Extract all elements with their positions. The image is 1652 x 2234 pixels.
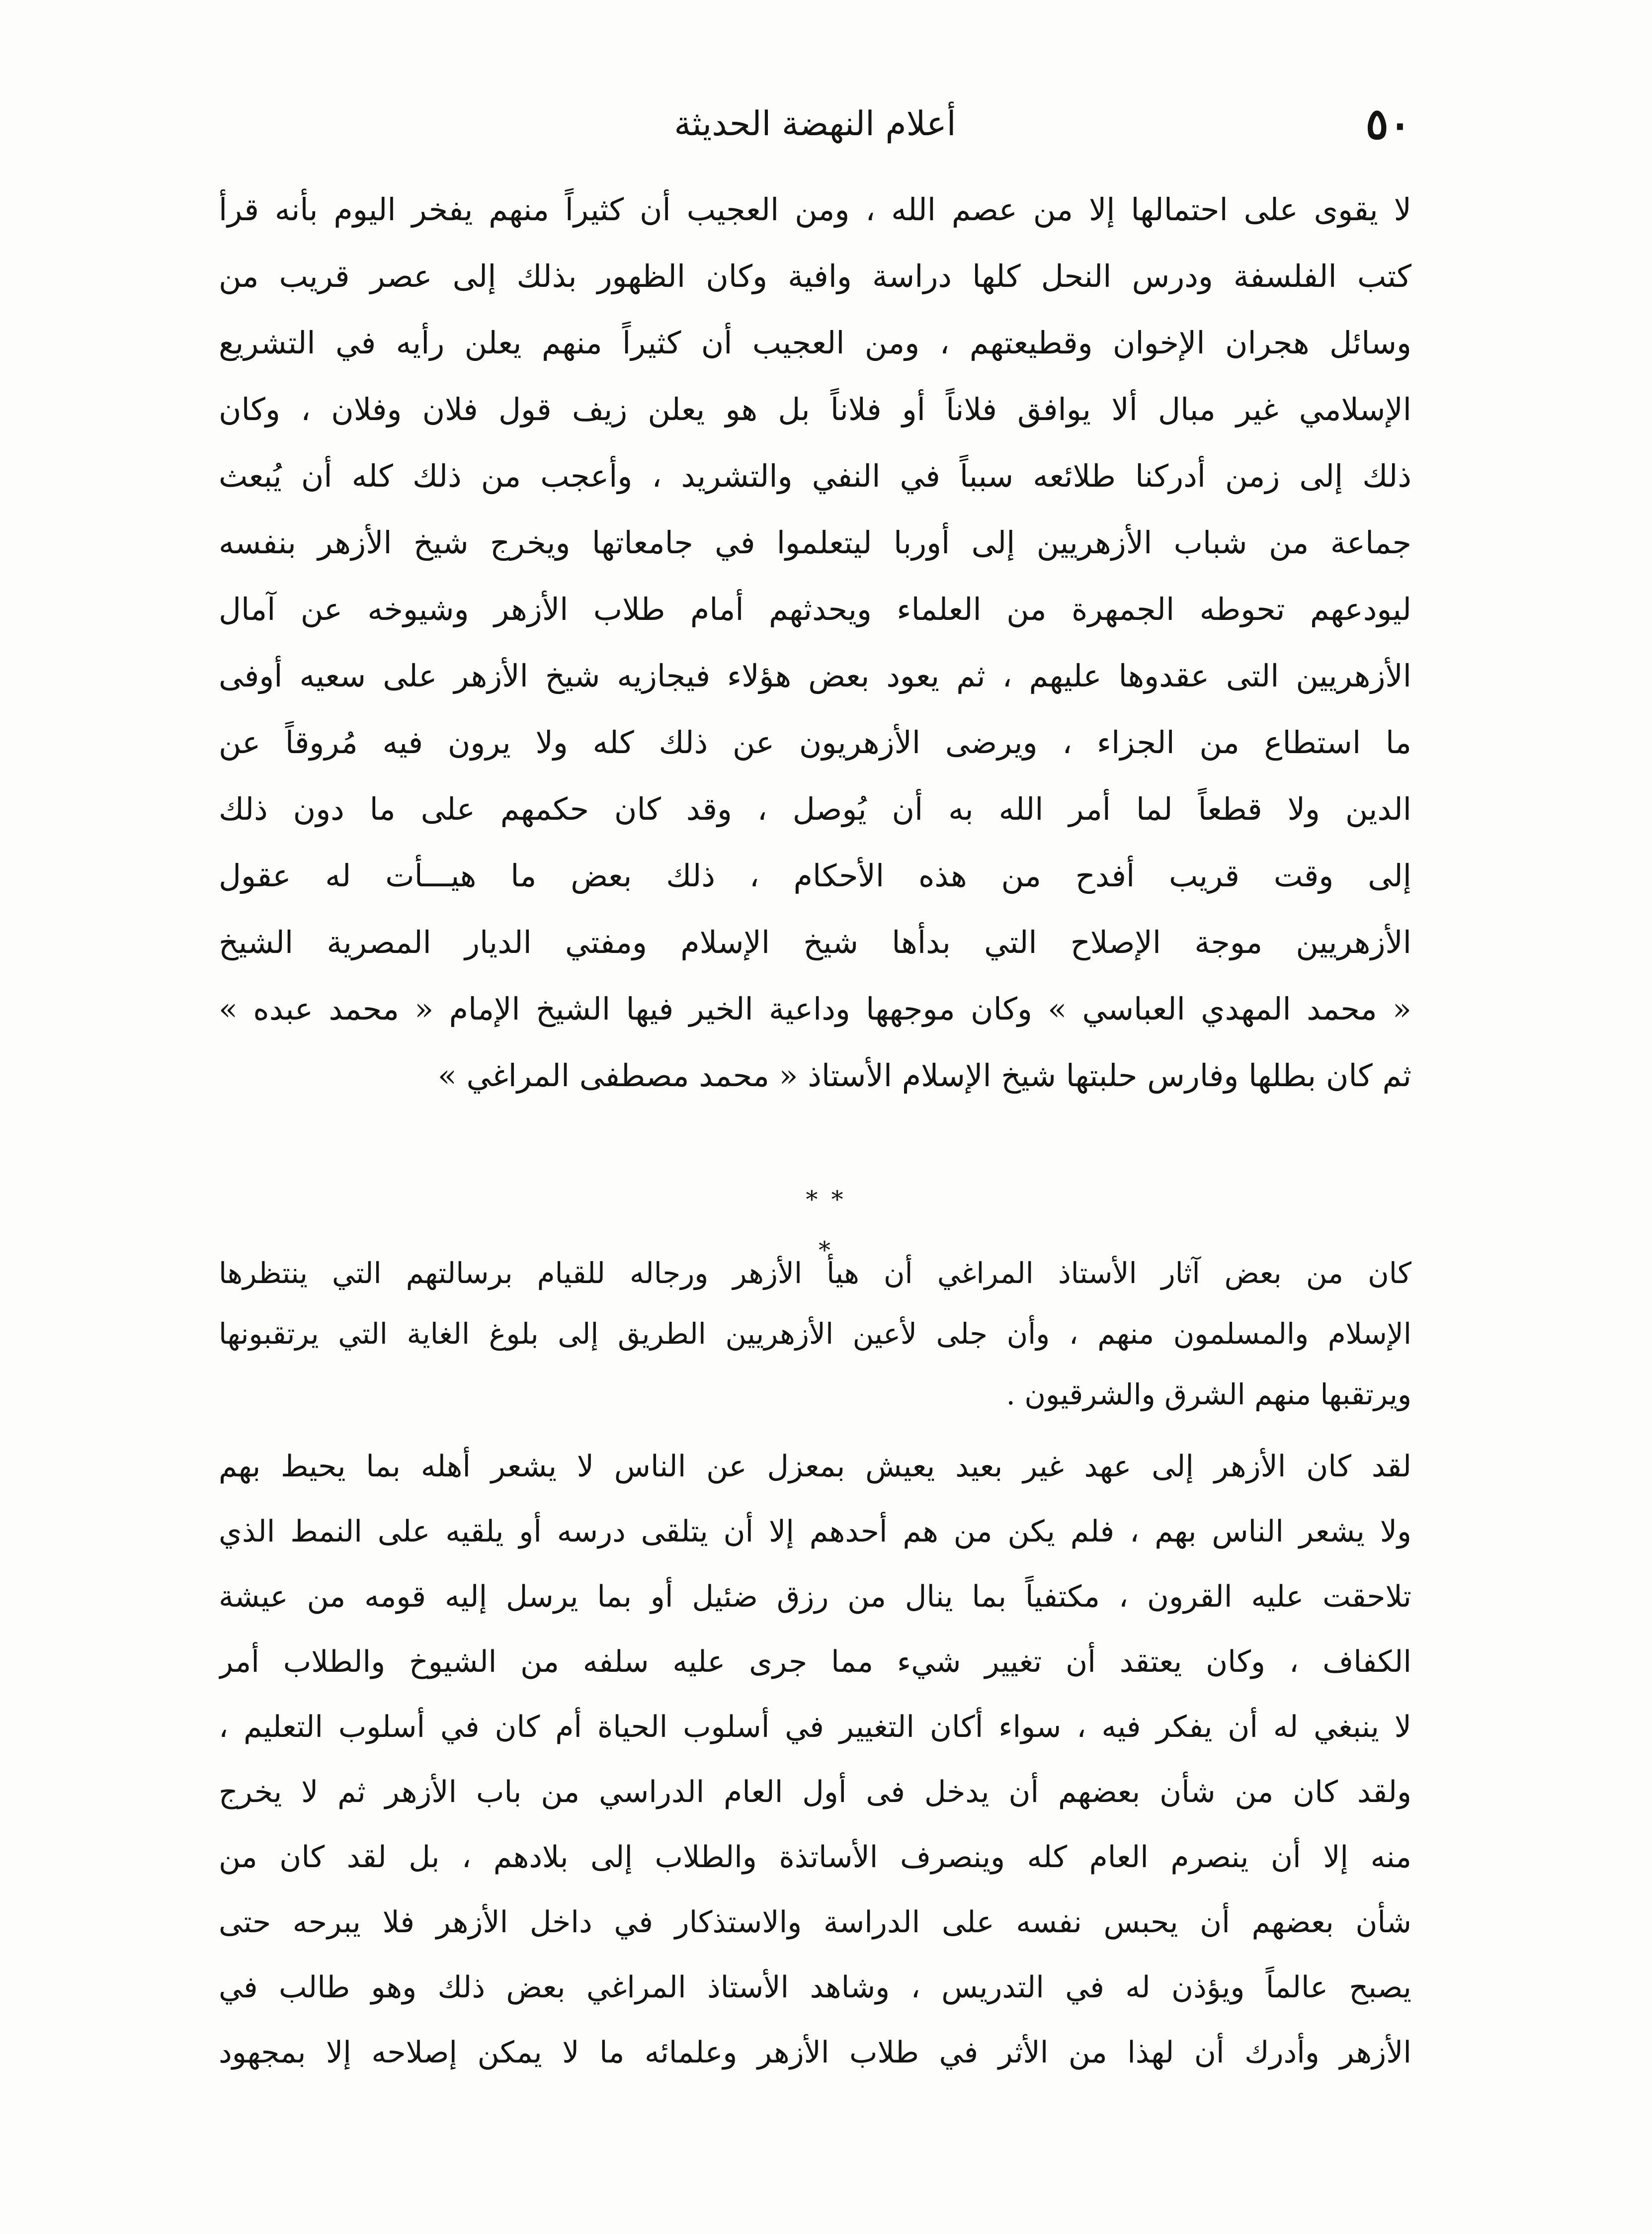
text-line: الأزهر وأدرك أن لهذا من الأثر في طلاب الأزهر وعلمائه ما لا يمكن إصلاحه إلا بمجهود	[219, 2035, 1411, 2070]
book-title: أعلام النهضة الحديثة	[674, 104, 956, 144]
page-number: ٥٠	[1365, 99, 1411, 149]
text-line: الكفاف ، وكان يعتقد أن تغيير شيء مما جرى عليه سلفه من الشيوخ والطلاب أمر	[219, 1644, 1411, 1679]
text-line: شأن بعضهم أن يحبس نفسه على الدراسة والاستذكار في داخل الأزهر فلا يبرحه حتى	[219, 1905, 1411, 1940]
text-line: الدين ولا قطعاً لما أمر الله به أن يُوصل ، وقد كان حكمهم على ما دون ذلك	[219, 791, 1411, 827]
text-line: لا ينبغي له أن يفكر فيه ، سواء أكان التغيير في أسلوب الحياة أم كان في أسلوب التعليم ،	[219, 1710, 1411, 1744]
text-line: كان من بعض آثار الأستاذ المراغي أن هيأ الأزهر ورجاله للقيام برسالتهم التي ينتظرها	[219, 1256, 1411, 1290]
text-line: لا يقوى على احتمالها إلا من عصم الله ، ومن العجيب أن كثيراً منهم يفخر اليوم بأنه قرأ	[219, 191, 1411, 228]
text-line: ليودعهم تحوطه الجمهرة من العلماء ويحدثهم أمام طلاب الأزهر وشيوخه عن آمال	[219, 591, 1411, 627]
text-line: لقد كان الأزهر إلى عهد غير بعيد يعيش بمعزل عن الناس لا يشعر أهله بما يحيط بهم	[219, 1449, 1411, 1484]
separator-star-bottom: *	[819, 1236, 833, 1264]
text-line: إلى وقت قريب أفدح من هذه الأحكام ، ذلك بعض ما هيـــأت له عقول	[219, 858, 1411, 894]
paragraph-1	[219, 176, 1411, 1109]
running-header	[219, 94, 1411, 154]
text-line: يصبح عالماً ويؤذن له في التدريس ، وشاهد الأستاذ المراغي بعض ذلك وهو طالب في	[219, 1970, 1411, 2005]
text-line: « محمد المهدي العباسي » وكان موجهها وداعية الخير فيها الشيخ الإمام « محمد عبده »	[219, 991, 1411, 1027]
text-line: وسائل هجران الإخوان وقطيعتهم ، ومن العجيب أن كثيراً منهم يعلن رأيه في التشريع	[219, 325, 1411, 361]
text-line: ويرتقبها منهم الشرق والشرقيون .	[1006, 1377, 1411, 1411]
text-line: الأزهريين موجة الإصلاح التي بدأها شيخ الإسلام ومفتي الديار المصرية الشيخ	[219, 924, 1411, 960]
paragraph-2	[219, 1243, 1411, 1425]
paragraph-3	[219, 1434, 1411, 2085]
text-line: كتب الفلسفة ودرس النحل كلها دراسة وافية وكان الظهور بذلك إلى عصر قريب من	[219, 258, 1411, 294]
text-line: منه إلا أن ينصرم العام كله وينصرف الأساتذة والطلاب إلى بلادهم ، بل لقد كان من	[219, 1840, 1411, 1875]
text-line: ثم كان بطلها وفارس حلبتها شيخ الإسلام الأستاذ « محمد مصطفى المراغي »	[437, 1057, 1411, 1094]
text-line: ذلك إلى زمن أدركنا طلائعه سبباً في النفي والتشريد ، وأعجب من ذلك كله أن يُبعث	[219, 458, 1411, 494]
text-line: تلاحقت عليه القرون ، مكتفياً بما ينال من رزق ضئيل أو بما يرسل إليه قومه من عيشة	[219, 1579, 1411, 1614]
text-line: جماعة من شباب الأزهريين إلى أوربا ليتعلموا في جامعاتها ويخرج شيخ الأزهر بنفسه	[219, 524, 1411, 561]
text-line: ولا يشعر الناس بهم ، فلم يكن من هم أحدهم إلا أن يتلقى درسه أو يلقيه على النمط الذي	[219, 1514, 1411, 1549]
text-line: ولقد كان من شأن بعضهم أن يدخل فى أول العام الدراسي من باب الأزهر ثم لا يخرج	[219, 1775, 1411, 1809]
text-line: الأزهريين التى عقدوها عليهم ، ثم يعود بعض هؤلاء فيجازيه شيخ الأزهر على سعيه أوفى	[219, 658, 1411, 694]
text-line: الإسلامي غير مبال ألا يوافق فلاناً أو فلاناً بل هو يعلن زيف قول فلان وفلان ، وكان	[219, 391, 1411, 428]
text-line: ما استطاع من الجزاء ، ويرضى الأزهريون عن ذلك كله ولا يرون فيه مُروقاً عن	[219, 724, 1411, 761]
text-line: الإسلام والمسلمون منهم ، وأن جلى لأعين الأزهريين الطريق إلى بلوغ الغاية التي يرتقبونها	[219, 1317, 1411, 1351]
separator-stars-top: * *	[806, 1186, 846, 1213]
